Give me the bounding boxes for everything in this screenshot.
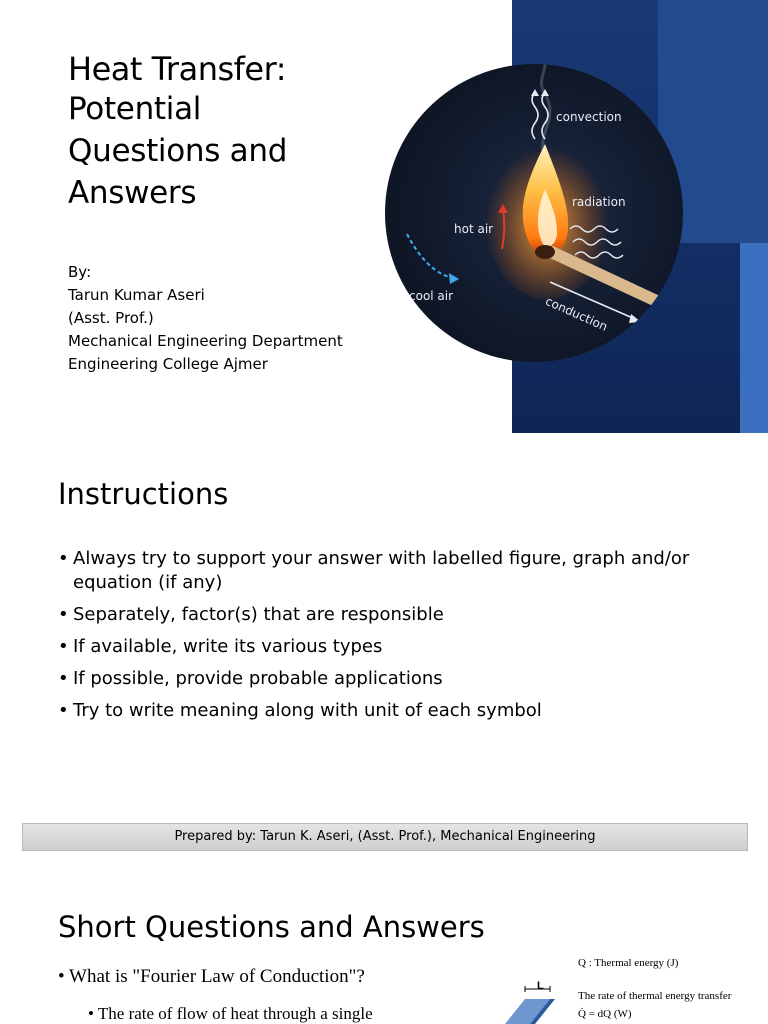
instructions-list <box>58 547 738 731</box>
byline-label: By: <box>68 263 92 281</box>
label-cool-air: cool air <box>409 289 454 303</box>
figure-length-label: L <box>537 980 544 992</box>
author-name: Tarun Kumar Aseri <box>68 286 205 304</box>
label-radiation: radiation <box>572 195 626 209</box>
bullet: • <box>58 700 69 721</box>
slide-title: Heat Transfer: <box>68 50 286 88</box>
author-department: Mechanical Engineering Department <box>68 332 343 350</box>
title-slide <box>0 0 768 433</box>
instruction-text: If possible, provide probable applications <box>73 668 443 689</box>
flame-match-graphic <box>385 64 683 362</box>
footer-bar: Prepared by: Tarun K. Aseri, (Asst. Prof.), Mechanical Engineering <box>22 823 748 851</box>
instruction-text: Always try to support your answer with labelled figure, graph and/or equation (if any) <box>73 548 690 593</box>
conduction-slab-figure <box>495 985 570 1024</box>
author-college: Engineering College Ajmer <box>68 355 268 373</box>
instruction-item <box>58 635 738 659</box>
heat-transfer-illustration <box>385 64 683 362</box>
label-hot-air: hot air <box>454 222 494 236</box>
instructions-slide <box>0 455 768 855</box>
question-fourier-law: • What is "Fourier Law of Conduction"? <box>58 966 365 987</box>
instruction-item <box>58 699 738 723</box>
bullet: • <box>58 604 69 625</box>
bullet: • <box>58 636 69 657</box>
answer-fragment: • The rate of flow of heat through a single <box>88 1004 373 1023</box>
decor-panel-light <box>740 243 768 433</box>
label-conduction: conduction <box>543 294 610 334</box>
bullet: • <box>58 668 69 689</box>
instruction-text: Try to write meaning along with unit of each symbol <box>73 700 542 721</box>
instruction-text: If available, write its various types <box>73 636 383 657</box>
figure-rate-equation: Q̇ = dQ (W) <box>578 1008 632 1020</box>
figure-rate-definition: The rate of thermal energy transfer <box>578 990 732 1002</box>
slide-subtitle: Potential Questions and Answers <box>68 91 288 211</box>
instruction-item <box>58 547 738 595</box>
instruction-item <box>58 667 738 691</box>
author-byline <box>68 261 343 376</box>
instructions-title: Instructions <box>58 477 229 511</box>
instruction-item <box>58 603 738 627</box>
short-qa-title: Short Questions and Answers <box>58 910 485 944</box>
author-title: (Asst. Prof.) <box>68 309 154 327</box>
instruction-text: Separately, factor(s) that are responsible <box>73 604 444 625</box>
figure-q-definition: Q : Thermal energy (J) <box>578 957 679 969</box>
label-convection: convection <box>556 110 622 124</box>
bullet: • <box>58 548 69 569</box>
